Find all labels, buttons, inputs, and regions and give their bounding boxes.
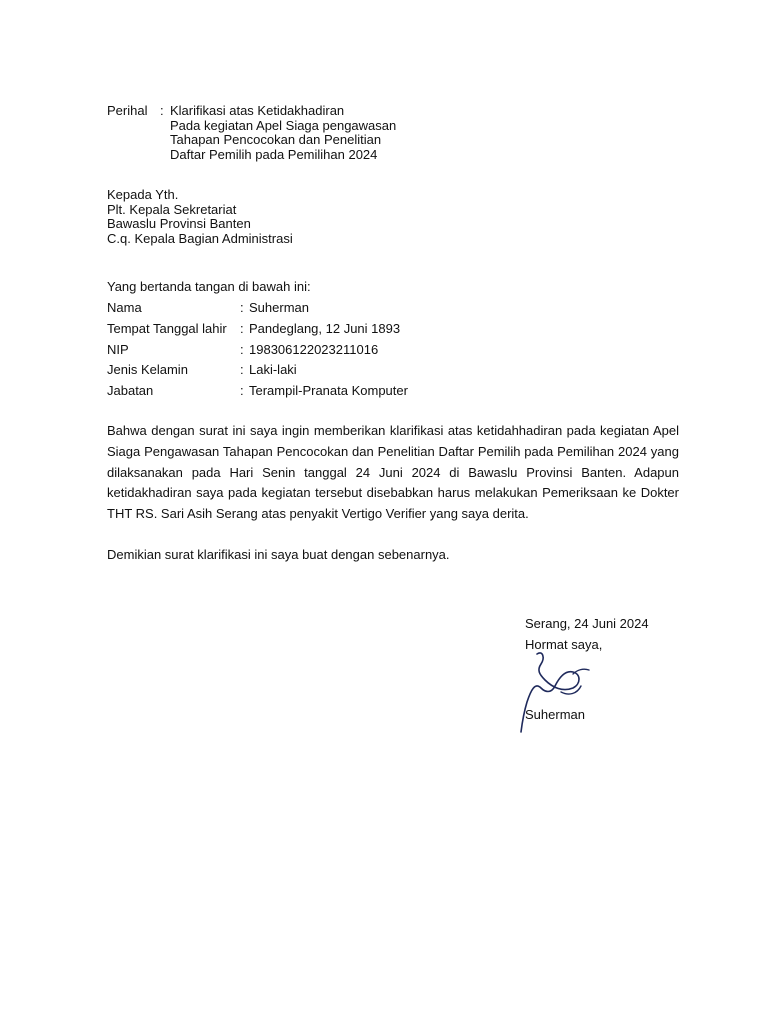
subject-label: Perihal (107, 103, 148, 118)
body-paragraph: Bahwa dengan surat ini saya ingin memberikan klarifikasi atas ketidahhadiran pada kegiatan Apel Siaga Pengawasan Tahapan Pencocokan dan Penelitian Daftar Pemilih pada Pemilihan 2024 yang dilaksanakan pada Hari Senin tanggal 24 Juni 2024 di Bawaslu Provinsi Banten. Adapun ketidakhadiran saya pada kegiatan tersebut disebabkan harus melakukan Pemeriksaan ke Dokter THT RS. Sari Asih Serang atas penyakit Vertigo Verifier yang saya derita. (107, 423, 679, 522)
subject-line: Tahapan Pencocokan dan Penelitian (170, 132, 382, 147)
identity-key: NIP (107, 341, 129, 357)
intro-text: Yang bertanda tangan di bawah ini: (107, 279, 311, 294)
identity-value: Terampil-Pranata Komputer (249, 383, 408, 399)
identity-key: Nama (107, 300, 142, 315)
identity-colon: : (240, 362, 244, 378)
subject-line: Klarifikasi atas Ketidakhadiran (170, 103, 345, 118)
signer-name: Suherman (525, 707, 585, 722)
identity-colon: : (240, 320, 244, 336)
identity-value: 198306122023211016 (249, 341, 379, 357)
identity-colon: : (240, 341, 244, 357)
identity-key: Jenis Kelamin (107, 362, 188, 378)
place-date: Serang, 24 Juni 2024 (525, 616, 649, 631)
subject-line: Pada kegiatan Apel Siaga pengawasan (170, 117, 397, 133)
recipient-line: C.q. Kepala Bagian Administrasi (107, 230, 293, 246)
identity-value: Suherman (249, 300, 309, 315)
greeting: Hormat saya, (525, 637, 603, 652)
identity-key: Jabatan (107, 383, 154, 399)
recipient-block (107, 188, 293, 246)
subject-colon: : (160, 103, 164, 118)
closing-statement: Demikian surat klarifikasi ini saya buat dengan sebenarnya. (107, 547, 450, 562)
recipient-line: Plt. Kepala Sekretariat (107, 201, 237, 217)
subject-line: Daftar Pemilih pada Pemilihan 2024 (170, 146, 378, 162)
identity-value: Laki-laki (249, 362, 297, 378)
identity-colon: : (240, 300, 244, 315)
subject-lines (170, 104, 396, 162)
identity-value: Pandeglang, 12 Juni 1893 (249, 320, 401, 336)
recipient-line: Bawaslu Provinsi Banten (107, 216, 251, 231)
identity-key: Tempat Tanggal lahir (107, 320, 227, 336)
identity-colon: : (240, 383, 244, 399)
recipient-line: Kepada Yth. (107, 187, 179, 202)
